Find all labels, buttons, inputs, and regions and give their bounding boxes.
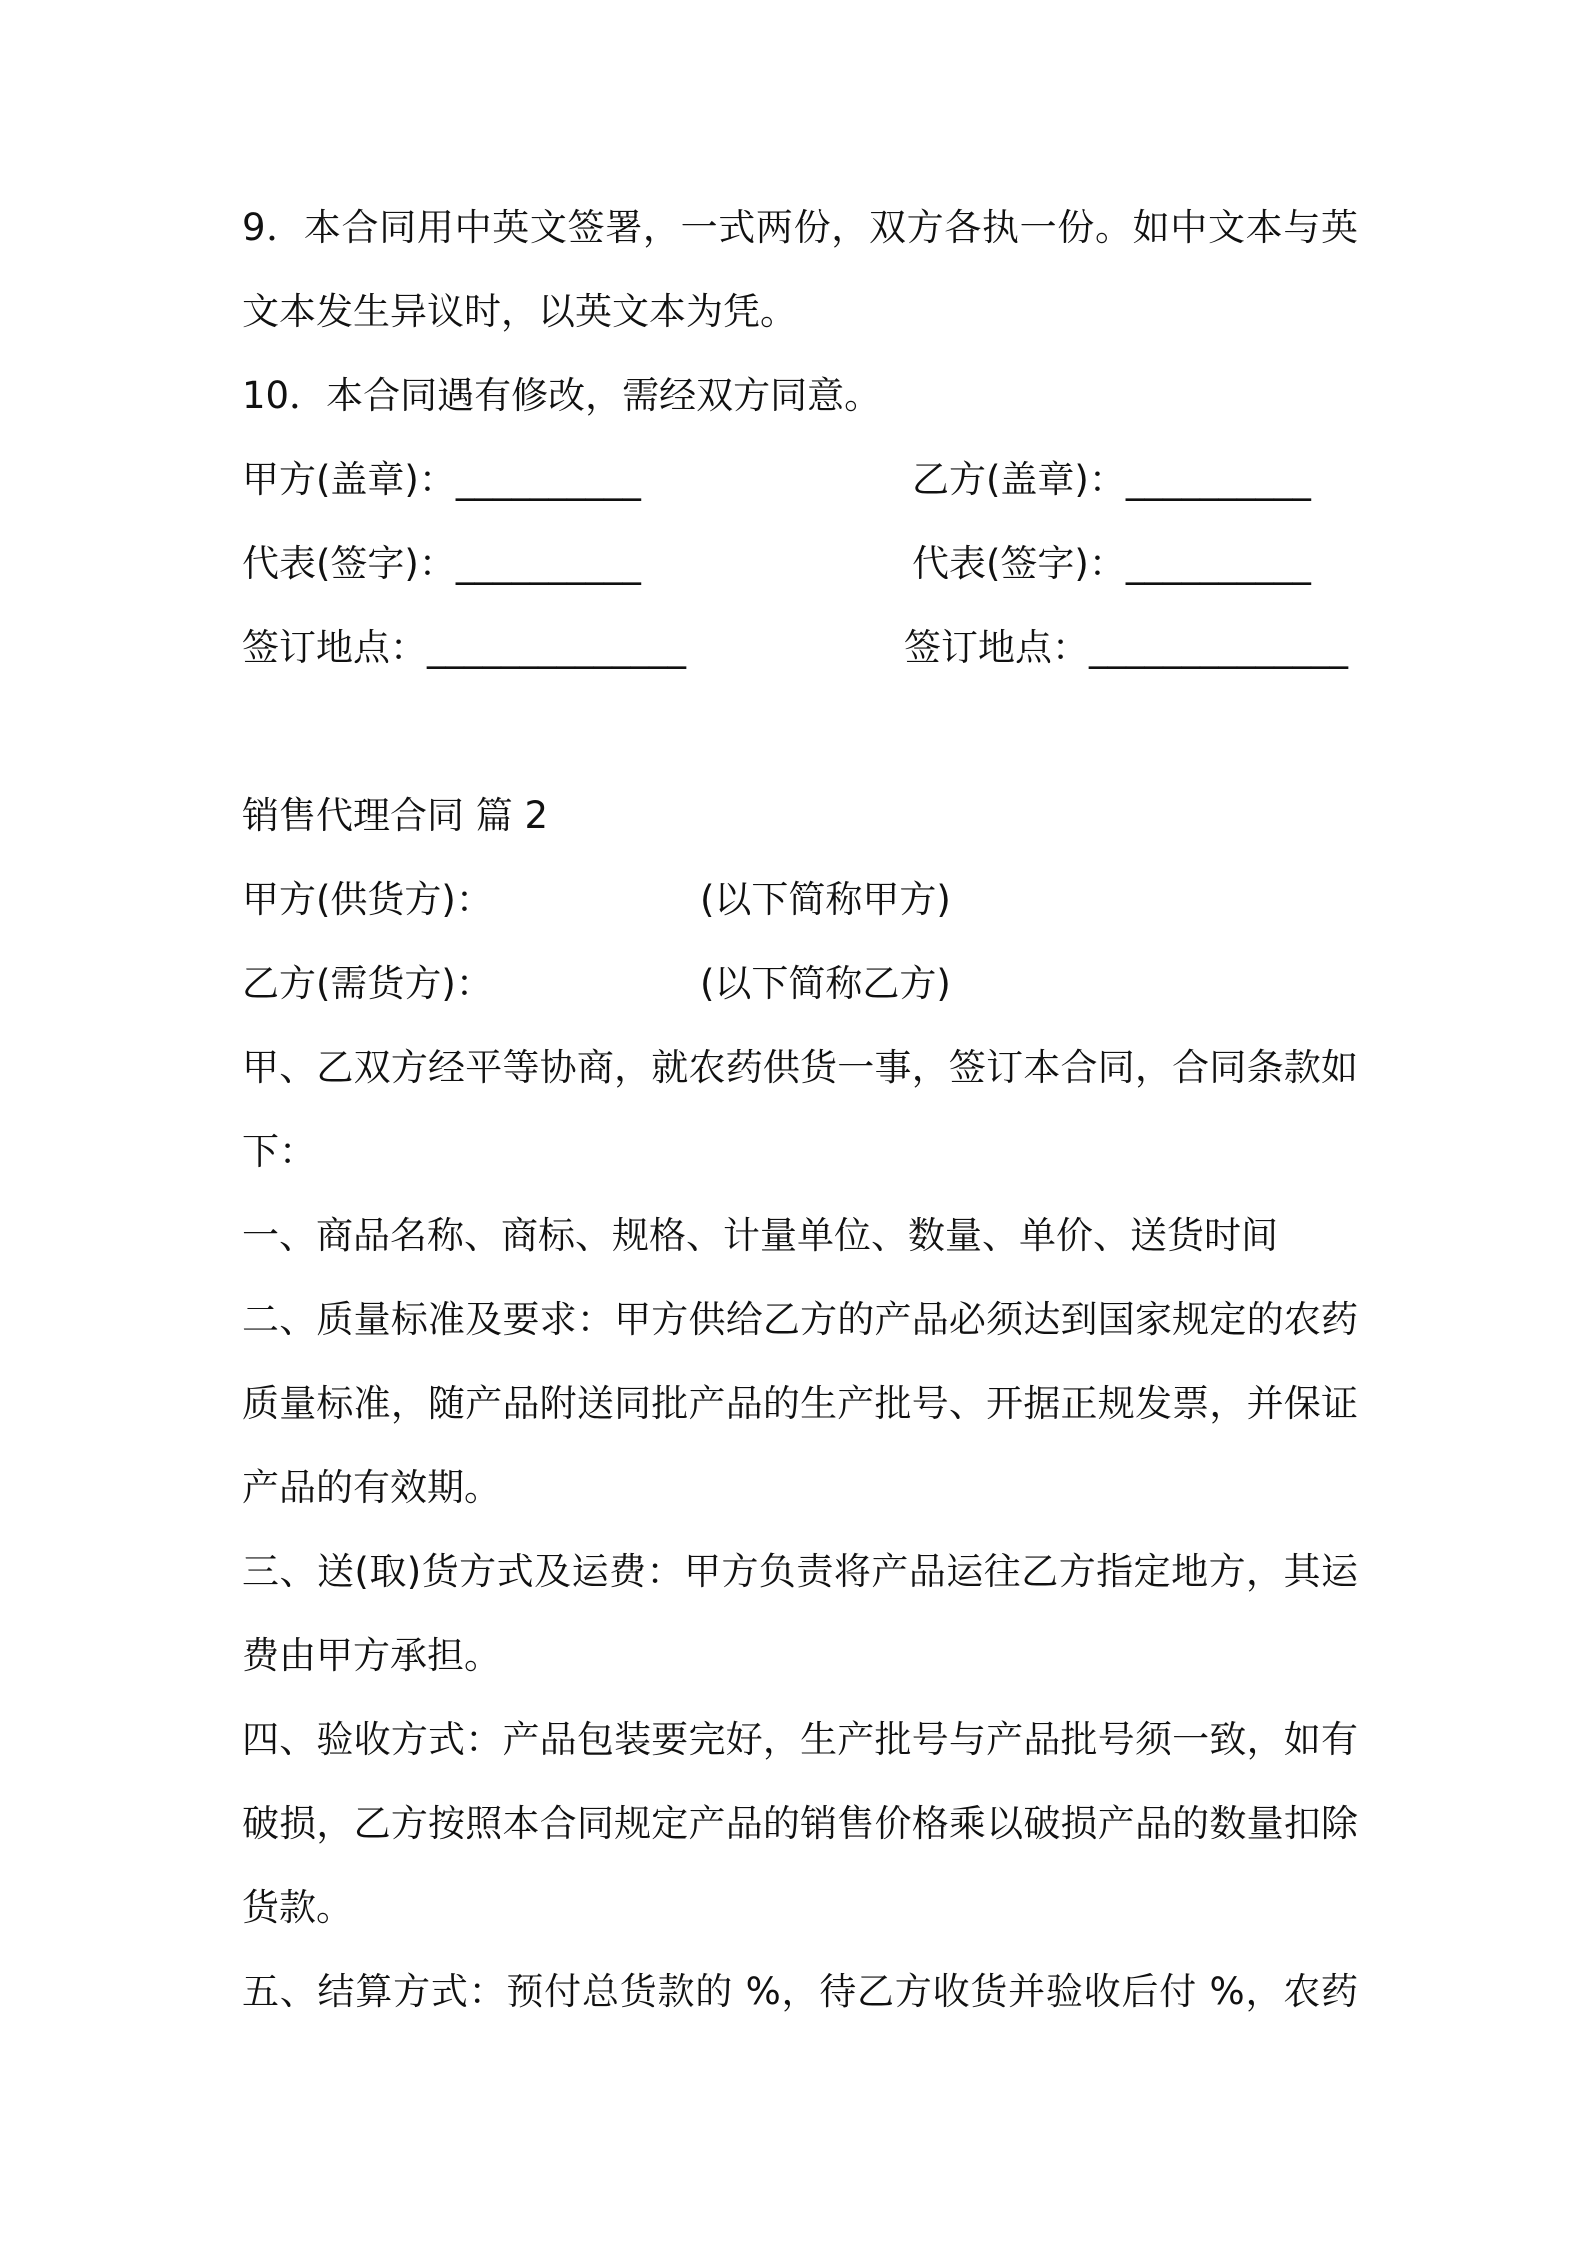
- buyer-note: (以下简称乙方): [700, 962, 951, 1005]
- item-1: 一、商品名称、商标、规格、计量单位、数量、单价、送货时间: [242, 1214, 1278, 1257]
- intro-line-1: 甲、乙双方经平等协商，就农药供货一事，签订本合同，合同条款如: [242, 1046, 1358, 1089]
- item-3-line-2: 费由甲方承担。: [242, 1634, 501, 1677]
- supplier-label: 甲方(供货方)：: [242, 878, 493, 921]
- section-2-heading: 销售代理合同 篇 2: [242, 794, 549, 837]
- signing-place-a-field: 签订地点：______________: [242, 626, 686, 669]
- party-b-seal-field: 乙方(盖章)：__________: [912, 458, 1311, 501]
- intro-line-2: 下：: [242, 1130, 316, 1173]
- signing-place-b-field: 签订地点：______________: [904, 626, 1348, 669]
- item-2-line-1: 二、质量标准及要求：甲方供给乙方的产品必须达到国家规定的农药: [242, 1298, 1358, 1341]
- item-4-line-1: 四、验收方式：产品包装要完好，生产批号与产品批号须一致，如有: [242, 1718, 1358, 1761]
- buyer-label: 乙方(需货方)：: [242, 962, 493, 1005]
- clause-9-line-2: 文本发生异议时，以英文本为凭。: [242, 290, 797, 333]
- item-5-line-1: 五、结算方式：预付总货款的 %，待乙方收货并验收后付 %，农药: [242, 1970, 1358, 2013]
- clause-10: 10．本合同遇有修改，需经双方同意。: [242, 374, 882, 417]
- item-2-line-2: 质量标准，随产品附送同批产品的生产批号、开据正规发票，并保证: [242, 1382, 1358, 1425]
- party-a-seal-field: 甲方(盖章)：__________: [242, 458, 641, 501]
- item-4-line-2: 破损，乙方按照本合同规定产品的销售价格乘以破损产品的数量扣除: [242, 1802, 1358, 1845]
- supplier-note: (以下简称甲方): [700, 878, 951, 921]
- item-2-line-3: 产品的有效期。: [242, 1466, 501, 1509]
- item-3-line-1: 三、送(取)货方式及运费：甲方负责将产品运往乙方指定地方，其运: [242, 1550, 1358, 1593]
- clause-9-line-1: 9．本合同用中英文签署，一式两份，双方各执一份。如中文本与英: [242, 206, 1358, 249]
- party-a-rep-field: 代表(签字)：__________: [242, 542, 641, 585]
- party-b-rep-field: 代表(签字)：__________: [912, 542, 1311, 585]
- item-4-line-3: 货款。: [242, 1886, 353, 1929]
